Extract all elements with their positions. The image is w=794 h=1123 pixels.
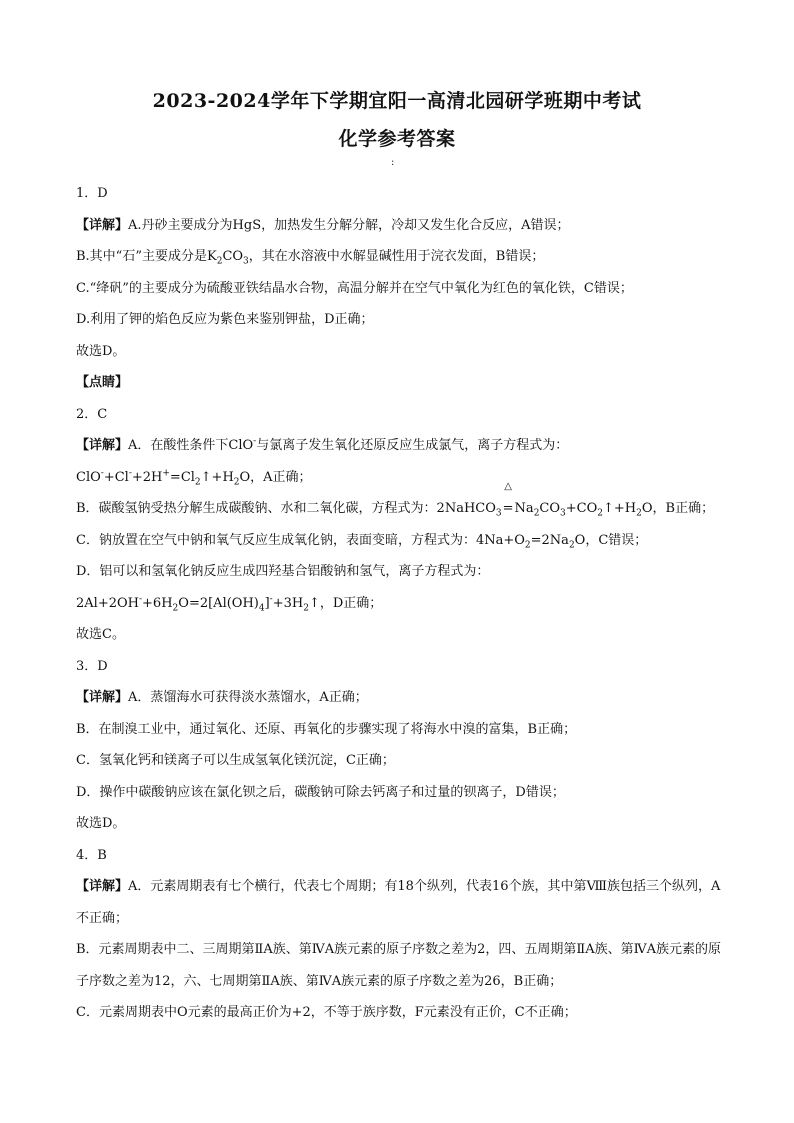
q1-explain-tag: 【详解】 (76, 217, 129, 233)
heat-triangle-icon: △ (504, 481, 512, 492)
q4-option-a: 【详解】A．元素周期表有七个横行，代表七个周期；有18个纵列，代表16个族，其中第Ⅷ族包括三个纵列，A不正确； (76, 879, 721, 926)
q2-option-a: 【详解】A．在酸性条件下ClO-与氯离子发生氧化还原反应生成氯气，离子方程式为： (76, 436, 569, 453)
q4-number: 4．B (76, 847, 107, 863)
q2-equation-2: $2Al+2OH^-+6H_2O=2[Al(OH)_4]^-+3H_2↑$，D正确； (76, 594, 383, 614)
q1-option-d: D.利用了钾的焰色反应为紫色来鉴别钾盐，D正确； (76, 312, 374, 327)
document-subtitle: 化学参考答案 (338, 128, 456, 150)
q2-conclusion: 故选C。 (76, 627, 125, 642)
q2-option-c: C．钠放置在空气中钠和氧气反应生成氧化钠，表面变暗，方程式为：$4Na+O_2=2Na_2O$，C错误； (76, 532, 648, 551)
q3-number: 3．D (76, 658, 108, 674)
heat-equals-sign: △ = (502, 481, 514, 516)
q4-explain-tag: 【详解】 (76, 879, 129, 894)
q3-option-a: 【详解】A．蒸馏海水可获得淡水蒸馏水，A正确； (76, 690, 368, 705)
q2-option-b: B．碳酸氢钠受热分解生成碳酸钠、水和二氧化碳，方程式为：2NaHCO$_3$ △ $=Na_2CO_3+CO_2↑+H_2O$，B正确； (76, 493, 726, 525)
document-title: 2023-2024学年下学期宜阳一高清北园研学班期中考试 (152, 90, 642, 112)
q3-explain-tag: 【详解】 (76, 690, 129, 705)
q1-option-b: B.其中“石”主要成分是$K_2CO_3$，其在水溶液中水解显碱性用于浣衣发面，B错误； (76, 249, 545, 267)
q1-number: 1．D (76, 186, 108, 201)
q1-tip-tag: 【点睛】 (76, 375, 129, 390)
q1-option-a: 【详解】A.丹砂主要成分为HgS，加热发生分解分解，冷却又发生化合反应，A错误； (76, 217, 570, 233)
q1-option-c: C.“绛矾”的主要成分为硫酸亚铁结晶水合物，高温分解并在空气中氧化为红色的氧化铁，C错误； (76, 280, 633, 296)
q3-option-c: C．氢氧化钙和镁离子可以生成氢氧化镁沉淀，C正确； (76, 753, 395, 768)
header-dot: : (391, 157, 395, 168)
q4-option-c: C．元素周期表中O元素的最高正价为+2，不等于族序数，F元素没有正价，C不正确； (76, 1005, 577, 1020)
q2-explain-tag: 【详解】 (76, 438, 129, 453)
q2-number: 2．C (76, 406, 108, 422)
q2-option-d: D．铝可以和氢氧化钠反应生成四羟基合铝酸钠和氢气，离子方程式为： (76, 564, 490, 579)
answer-content (76, 178, 726, 1029)
q3-conclusion: 故选D。 (76, 816, 126, 831)
q2-equation-1: $ClO^-+Cl^-+2H^+=Cl_2↑+H_2O$，A正确； (76, 468, 312, 488)
q3-option-b: B．在制溴工业中，通过氧化、还原、再氧化的步骤实现了将海水中溴的富集，B正确； (76, 721, 577, 737)
q3-option-d: D．操作中碳酸钠应该在氯化钡之后，碳酸钠可除去钙离子和过量的钡离子，D错误； (76, 784, 565, 800)
q4-option-b: B．元素周期表中二、三周期第ⅡA族、第ⅣA族元素的原子序数之差为2，四、五周期第ⅡA族、第ⅣA族元素的原子序数之差为12，六、七周期第ⅡA族、第ⅣA族元素的原子序数之差为26，B正确； (76, 942, 722, 989)
q1-conclusion: 故选D。 (76, 343, 126, 359)
